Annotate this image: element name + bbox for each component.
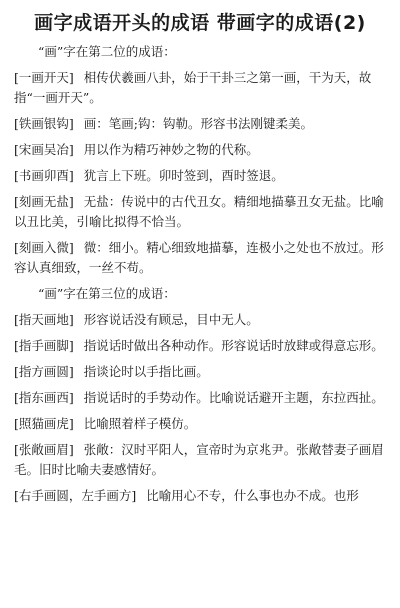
entry-term: [书画卯酉] [14, 168, 74, 183]
entry-term: [指东画西] [14, 390, 74, 405]
entry-text: 比喻用心不专，什么事也办不成。也形 [146, 488, 359, 503]
entry-youshouhuayuan [14, 486, 386, 506]
entry-text: 指说话时的手势动作。比喻说话避开主题，东拉西扯。 [83, 390, 384, 405]
entry-zhaomaohuahu [14, 414, 386, 434]
section-heading-second: “画”字在第二位的成语： [38, 44, 176, 59]
entry-term: [一画开天] [14, 70, 74, 85]
entry-text: 犹言上下班。卯时签到，酉时签退。 [83, 168, 284, 183]
entry-term: [指天画地] [14, 312, 74, 327]
entry-shuhuamaoyou [14, 166, 386, 186]
entry-term: [指方画圆] [14, 364, 74, 379]
entry-term: [刻画入微] [14, 240, 74, 255]
entry-zhidonghuaxi [14, 388, 386, 408]
page-title: 画字成语开头的成语 带画字的成语(2) [34, 12, 366, 34]
entry-text: 指谈论时以手指比画。 [83, 364, 209, 379]
entry-text: 无盐：传说中的古代丑女。精细地描摹丑女无盐。比喻以丑比美，引喻比拟得不恰当。 [14, 194, 384, 229]
entry-text: 用以作为精巧神妙之物的代称。 [83, 142, 259, 157]
section-heading-third: “画”字在第三位的成语： [38, 286, 176, 301]
entry-term: [铁画银钩] [14, 116, 74, 131]
entry-term: [张敞画眉] [14, 442, 74, 457]
entry-text: 指说话时做出各种动作。形容说话时放肆或得意忘形。 [83, 338, 384, 353]
entry-text: 形容说话没有顾忌，目中无人。 [83, 312, 259, 327]
entry-text: 比喻照着样子模仿。 [83, 416, 197, 431]
entry-yihuakaitian [14, 68, 386, 108]
entry-text: 相传伏羲画八卦，始于干卦三之第一画，干为天，故指“一画开天”。 [14, 70, 372, 105]
entry-term: [照猫画虎] [14, 416, 74, 431]
entry-zhifanghuayuan [14, 362, 386, 382]
entry-tiehuayingou [14, 114, 386, 134]
entry-zhitianhuadi [14, 310, 386, 330]
entry-text: 画：笔画;钩：钩勒。形容书法刚键柔美。 [83, 116, 313, 131]
entry-kehuaruwei [14, 238, 386, 278]
entry-text: 张敞：汉时平阳人，宣帝时为京兆尹。张敞替妻子画眉毛。旧时比喻夫妻感情好。 [14, 442, 384, 477]
entry-text: 微：细小。精心细致地描摹，连极小之处也不放过。形容认真细致，一丝不苟。 [14, 240, 384, 275]
entry-term: [宋画吴冶] [14, 142, 74, 157]
entry-zhangchanghuamei [14, 440, 386, 480]
entry-kehuawuyan [14, 192, 386, 232]
entry-zhishouhuajiao [14, 336, 386, 356]
entry-term: [右手画圆，左手画方] [14, 488, 137, 503]
entry-term: [刻画无盐] [14, 194, 74, 209]
entry-songhuawuye [14, 140, 386, 160]
entry-term: [指手画脚] [14, 338, 74, 353]
